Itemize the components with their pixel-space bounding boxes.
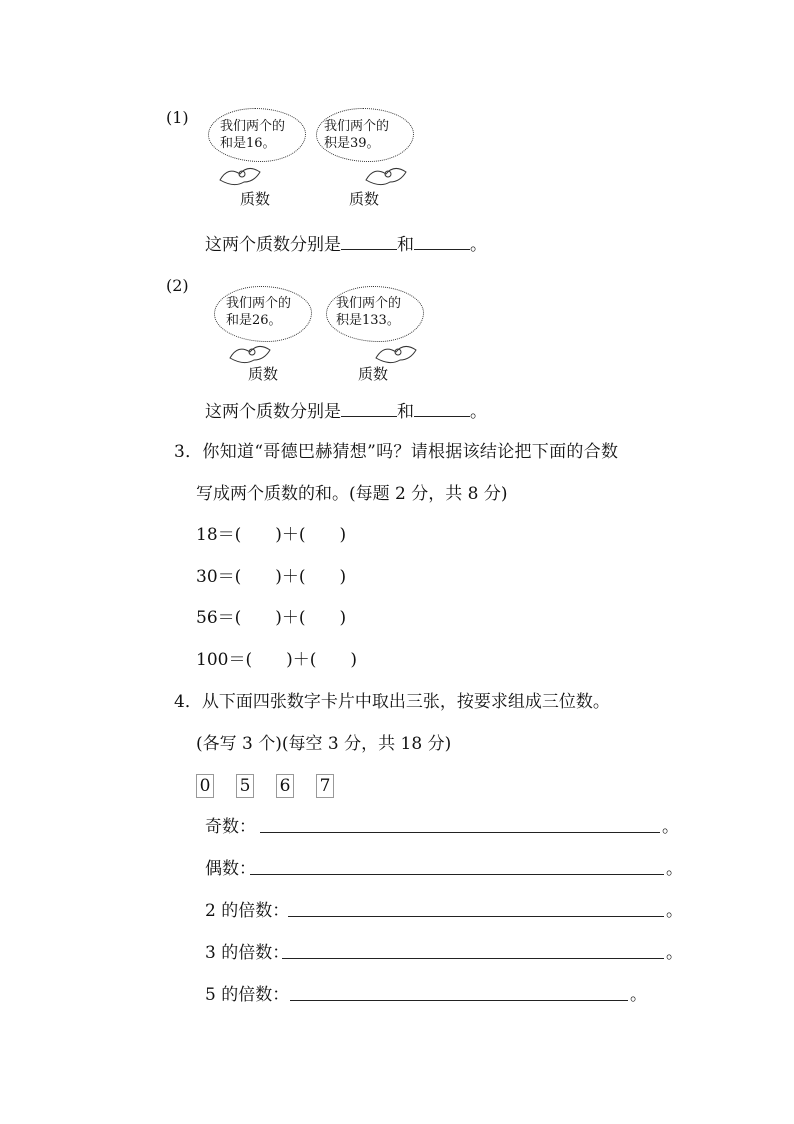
digit-card: 6 xyxy=(276,774,294,798)
bubble-text: 积是133。 xyxy=(336,313,400,328)
answer-mid: 和 xyxy=(397,402,414,422)
q3-line1: 3．你知道“哥德巴赫猜想”吗？请根据该结论把下面的合数 xyxy=(174,442,619,462)
answer-prefix: 这两个质数分别是 xyxy=(205,235,341,255)
prime-tag-left: 质数 xyxy=(248,365,279,383)
bubble-text: 和是26。 xyxy=(226,313,282,328)
answer-line xyxy=(205,235,487,254)
answer-line xyxy=(205,402,487,421)
end-mark: 。 xyxy=(666,943,683,963)
part1-label: (1) xyxy=(166,108,189,127)
answer-blank[interactable] xyxy=(414,402,470,417)
equation-row[interactable]: 18＝( )＋( ) xyxy=(196,525,347,545)
answer-blank[interactable] xyxy=(341,402,397,417)
bubble-text: 我们两个的 xyxy=(324,119,390,134)
prime-tag-left: 质数 xyxy=(240,190,271,208)
odd-label: 奇数： xyxy=(205,817,256,837)
answer-mid: 和 xyxy=(397,235,414,255)
cartoon-character-icon xyxy=(224,338,284,368)
answer-prefix: 这两个质数分别是 xyxy=(205,402,341,422)
multiple-of-2-label: 2 的倍数： xyxy=(205,901,290,921)
multiple-of-5-answer-line[interactable] xyxy=(290,1000,628,1001)
answer-end: 。 xyxy=(470,402,487,422)
even-label: 偶数： xyxy=(205,859,256,879)
equation-row[interactable]: 56＝( )＋( ) xyxy=(196,608,347,628)
answer-blank[interactable] xyxy=(414,235,470,250)
multiple-of-5-label: 5 的倍数： xyxy=(205,985,290,1005)
end-mark: 。 xyxy=(630,985,647,1005)
q4-line1: 4．从下面四张数字卡片中取出三张，按要求组成三位数。 xyxy=(174,692,610,712)
equation-row[interactable]: 100＝( )＋( ) xyxy=(196,650,357,670)
even-answer-line[interactable] xyxy=(250,874,664,875)
multiple-of-2-answer-line[interactable] xyxy=(288,916,664,917)
answer-blank[interactable] xyxy=(341,235,397,250)
bubble-text: 我们两个的 xyxy=(220,119,286,134)
cartoon-character-icon xyxy=(214,160,274,190)
bubble-text: 我们两个的 xyxy=(336,296,402,311)
multiple-of-3-answer-line[interactable] xyxy=(282,958,664,959)
bubble-text: 和是16。 xyxy=(220,136,276,151)
digit-card: 7 xyxy=(316,774,334,798)
odd-answer-line[interactable] xyxy=(260,832,660,833)
bubble-text: 积是39。 xyxy=(324,136,380,151)
multiple-of-3-label: 3 的倍数： xyxy=(205,943,290,963)
end-mark: 。 xyxy=(666,901,683,921)
end-mark: 。 xyxy=(662,817,679,837)
prime-tag-right: 质数 xyxy=(358,365,389,383)
digit-card: 0 xyxy=(196,774,214,798)
bubble-text: 我们两个的 xyxy=(226,296,292,311)
end-mark: 。 xyxy=(666,859,683,879)
answer-end: 。 xyxy=(470,235,487,255)
q4-line2: (各写 3 个)(每空 3 分，共 18 分) xyxy=(196,734,452,754)
prime-tag-right: 质数 xyxy=(349,190,380,208)
equation-row[interactable]: 30＝( )＋( ) xyxy=(196,567,347,587)
q3-line2: 写成两个质数的和。(每题 2 分，共 8 分) xyxy=(196,484,508,504)
part2-label: (2) xyxy=(166,276,189,295)
cartoon-character-icon xyxy=(370,338,430,368)
cartoon-character-icon xyxy=(360,160,420,190)
digit-card: 5 xyxy=(236,774,254,798)
